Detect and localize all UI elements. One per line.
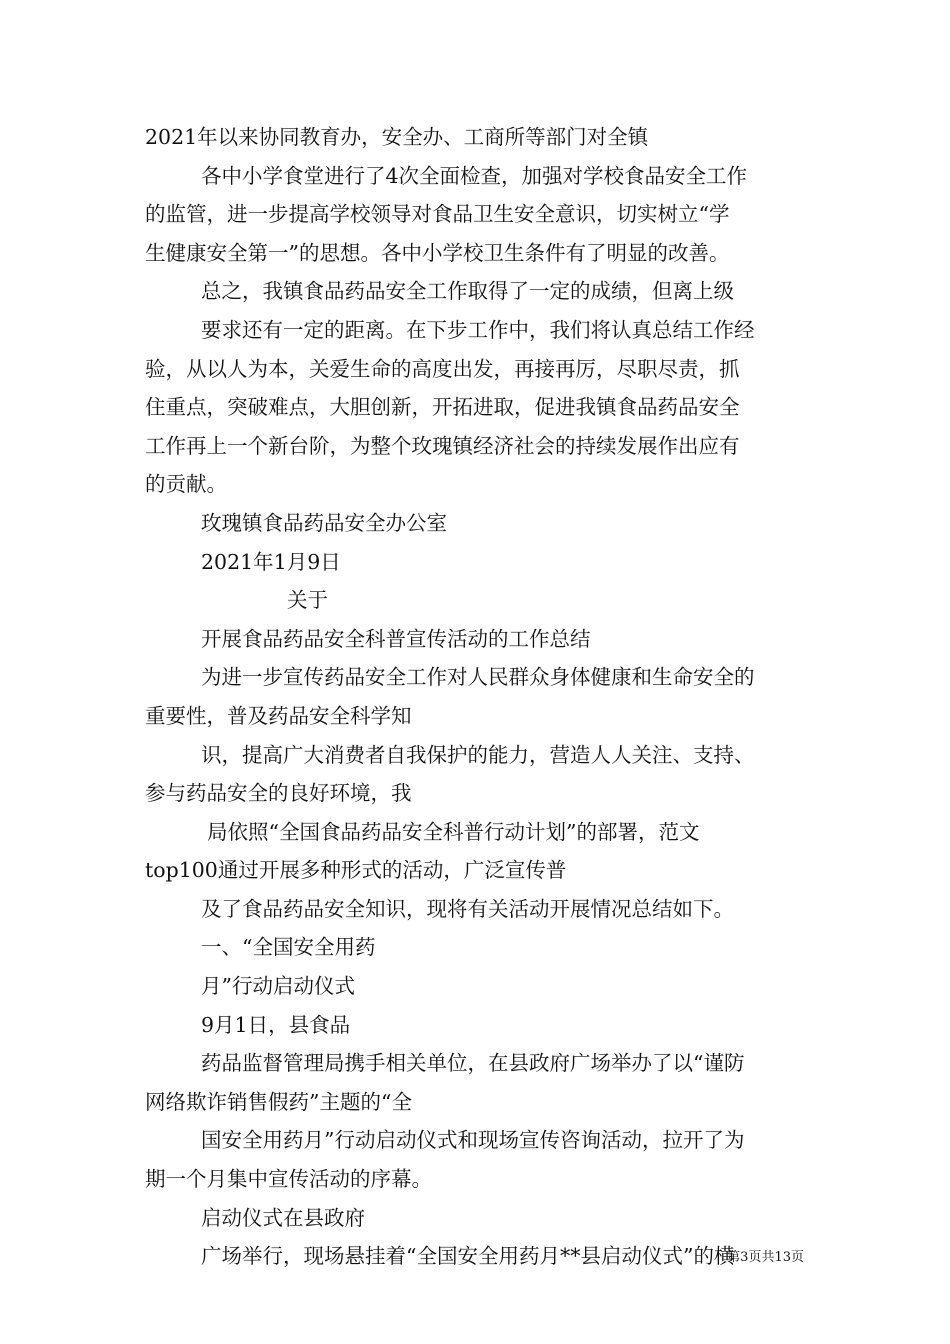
document-body [145,118,807,1276]
text-line: 住重点，突破难点，大胆创新，开拓进取，促进我镇食品药品安全 [145,395,740,420]
text-line: 识，提高广大消费者自我保护的能力，营造人人关注、支持、 [201,742,755,767]
text-line: 广场举行，现场悬挂着“全国安全用药月**县启动仪式”的横 [201,1244,735,1269]
text-line: 要求还有一定的距离。在下步工作中，我们将认真总结工作经 [201,317,755,342]
text-line: 2021年以来协同教育办，安全办、工商所等部门对全镇 [145,125,649,149]
text-line: 9月1日，县食品 [201,1012,351,1037]
section-title: 关于 [287,588,328,613]
text-line: 局依照“全国食品药品安全科普行动计划”的部署，范文 [207,819,700,844]
text-line: 验，从以人为本，关爱生命的高度出发，再接再厉，尽职尽责，抓 [145,356,740,381]
text-line: 药品监督管理局携手相关单位，在县政府广场举办了以“谨防 [201,1051,745,1076]
text-line: 为进一步宣传药品安全工作对人民群众身体健康和生命安全的 [201,665,755,690]
text-line: 参与药品安全的良好环境，我 [145,781,412,806]
text-line: 的贡献。 [145,472,227,497]
text-line: 重要性，普及药品安全科学知 [145,703,412,728]
text-line: 工作再上一个新台阶，为整个玫瑰镇经济社会的持续发展作出应有 [145,433,740,458]
signature-office: 玫瑰镇食品药品安全办公室 [201,510,447,535]
text-line: 启动仪式在县政府 [201,1205,365,1230]
text-line: 期一个月集中宣传活动的序幕。 [145,1167,432,1192]
heading-line: 月”行动启动仪式 [201,974,355,999]
signature-date: 2021年1月9日 [201,549,341,574]
text-line: 及了食品药品安全知识，现将有关活动开展情况总结如下。 [201,896,734,921]
text-line: 总之，我镇食品药品安全工作取得了一定的成绩，但离上级 [201,279,734,304]
text-line: 的监管，进一步提高学校领导对食品卫生安全意识，切实树立“学 [145,202,730,227]
text-line: 生健康安全第一”的思想。各中小学校卫生条件有了明显的改善。 [145,240,730,265]
heading-line: 一、“全国安全用药 [201,935,376,960]
section-title: 开展食品药品安全科普宣传活动的工作总结 [201,626,591,651]
text-line: 各中小学食堂进行了4次全面检查，加强对学校食品安全工作 [201,163,748,188]
page-number-footer: 第3页共13页 [727,1250,804,1265]
text-line: 国安全用药月”行动启动仪式和现场宣传咨询活动，拉开了为 [201,1128,745,1153]
text-line: 网络欺诈销售假药”主题的“全 [145,1089,412,1114]
text-line: top100通过开展多种形式的活动，广泛宣传普 [145,858,567,883]
